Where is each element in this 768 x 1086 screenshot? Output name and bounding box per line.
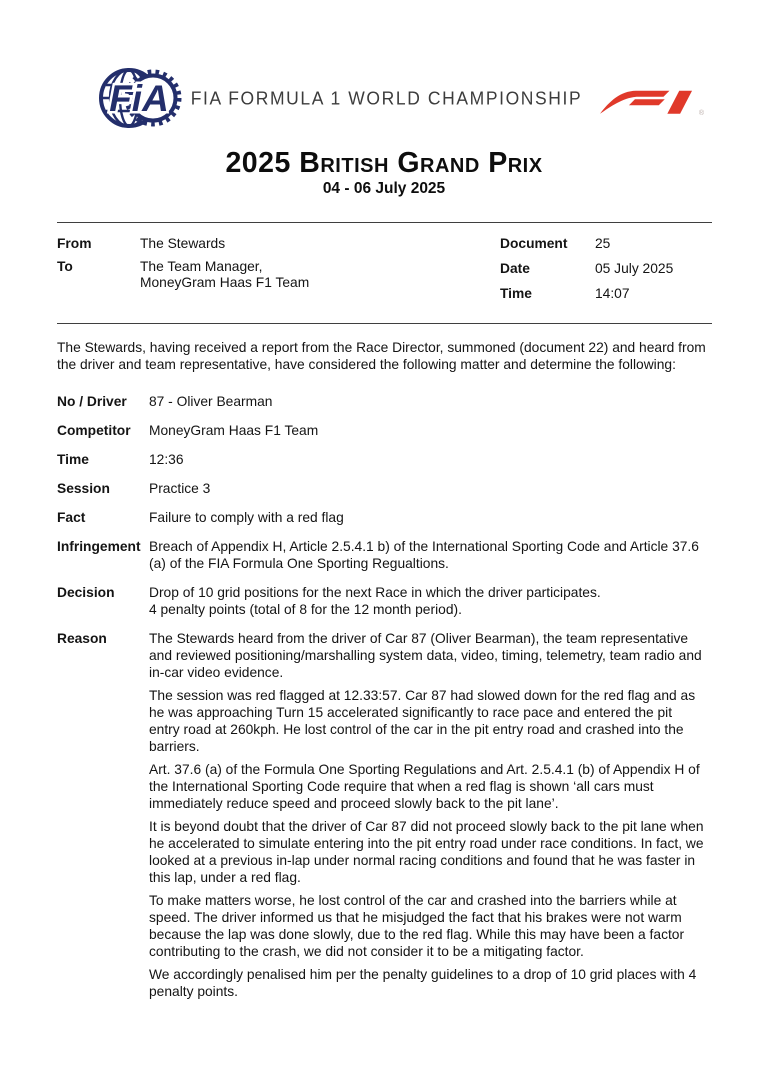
event-title: 2025 British Grand Prix — [225, 147, 543, 179]
date-row — [500, 261, 712, 277]
to-label: To — [57, 259, 73, 274]
date-value: 05 July 2025 — [595, 261, 674, 276]
infringement-value: Breach of Appendix H, Article 2.5.4.1 b) of the International Sporting Code and Article 37.6 (a) of the FIA Formula One Sporting Regualtions. — [149, 539, 699, 571]
fia-logo-icon — [95, 58, 183, 138]
f1-logo — [600, 88, 704, 117]
from-value: The Stewards — [140, 236, 226, 251]
document-info-table — [57, 222, 712, 324]
championship-title: FIA FORMULA 1 WORLD CHAMPIONSHIP — [190, 86, 583, 108]
decision-row — [57, 584, 712, 618]
competitor-label: Competitor — [57, 423, 131, 438]
to-value — [140, 259, 309, 291]
to-value-line1: The Team Manager, — [140, 259, 263, 274]
document-header — [95, 58, 702, 138]
reason-label: Reason — [57, 631, 107, 646]
reason-value — [149, 630, 705, 1000]
time-field-label: Time — [57, 452, 89, 467]
time-value: 14:07 — [595, 286, 630, 301]
intro-paragraph: The Stewards, having received a report from the Race Director, summoned (document 22) and heard from the driver and team representative, have considered the following matter and determine the following: — [57, 340, 706, 372]
f1-registered-mark: ® — [698, 110, 704, 117]
event-dates: 04 - 06 July 2025 — [322, 180, 446, 197]
reason-paragraph-3: Art. 37.6 (a) of the Formula One Sporting Regulations and Art. 2.5.4.1 (b) of Appendix H of the International Sporting Code require that when a red flag is shown ‘all cars must immediately reduce speed and proceed slowly back to the pit lane’. — [149, 762, 700, 811]
date-label: Date — [500, 261, 530, 276]
document-number-row — [500, 236, 712, 252]
document-info-left — [57, 236, 500, 311]
fact-value: Failure to comply with a red flag — [149, 510, 344, 525]
no-driver-value: 87 - Oliver Bearman — [149, 394, 273, 409]
time-field-value: 12:36 — [149, 452, 184, 467]
f1-logo-icon — [600, 88, 698, 114]
case-fields — [57, 393, 712, 1000]
fia-logo-text: FiA — [109, 78, 169, 119]
document-info-right — [500, 236, 712, 311]
reason-paragraph-1: The Stewards heard from the driver of Car 87 (Oliver Bearman), the team representative and reviewed positioning/marshalling system data, video, timing, telemetry, team radio and in-car video evidence. — [149, 631, 702, 680]
reason-paragraph-6: We accordingly penalised him per the penalty guidelines to a drop of 10 grid places with 4 penalty points. — [149, 967, 697, 999]
decision-value — [149, 584, 705, 618]
decision-line1: Drop of 10 grid positions for the next Race in which the driver participates. — [149, 585, 601, 600]
reason-row — [57, 630, 712, 1000]
document-number-value: 25 — [595, 236, 611, 251]
decision-line2: 4 penalty points (total of 8 for the 12 month period). — [149, 602, 462, 617]
from-row — [57, 236, 500, 252]
competitor-value: MoneyGram Haas F1 Team — [149, 423, 319, 438]
to-row — [57, 259, 500, 291]
no-driver-row — [57, 393, 712, 410]
from-label: From — [57, 236, 92, 251]
reason-paragraph-4: It is beyond doubt that the driver of Car 87 did not proceed slowly back to the pit lane when he accelerated to simulate entering into the pit entry road under race conditions. In fact, we looked at a previous in-lap under normal racing conditions and found that he was faster in this lap, under a red flag. — [149, 819, 704, 885]
infringement-row — [57, 538, 712, 572]
time-row — [500, 286, 712, 302]
reason-paragraph-5: To make matters worse, he lost control of the car and crashed into the barriers while at speed. The driver informed us that he misjudged the fact that his brakes were not warm because the lap was done slowly, due to the red flag. While this may have been a factor contributing to the crash, we did not consider it to be a mitigating factor. — [149, 893, 685, 959]
session-label: Session — [57, 481, 110, 496]
fact-label: Fact — [57, 510, 86, 525]
document-number-label: Document — [500, 236, 568, 251]
competitor-row — [57, 422, 712, 439]
session-row — [57, 480, 712, 497]
infringement-label: Infringement — [57, 539, 141, 554]
time-field-row — [57, 451, 712, 468]
no-driver-label: No / Driver — [57, 394, 127, 409]
decision-label: Decision — [57, 585, 115, 600]
session-value: Practice 3 — [149, 481, 211, 496]
fact-row — [57, 509, 712, 526]
time-label: Time — [500, 286, 532, 301]
reason-paragraph-2: The session was red flagged at 12.33:57. Car 87 had slowed down for the red flag and as he was approaching Turn 15 accelerated significantly to race pace and entered the pit entry road at 260kph. He lost control of the car in the pit entry road and crashed into the barriers. — [149, 688, 696, 754]
to-value-line2: MoneyGram Haas F1 Team — [140, 275, 310, 290]
